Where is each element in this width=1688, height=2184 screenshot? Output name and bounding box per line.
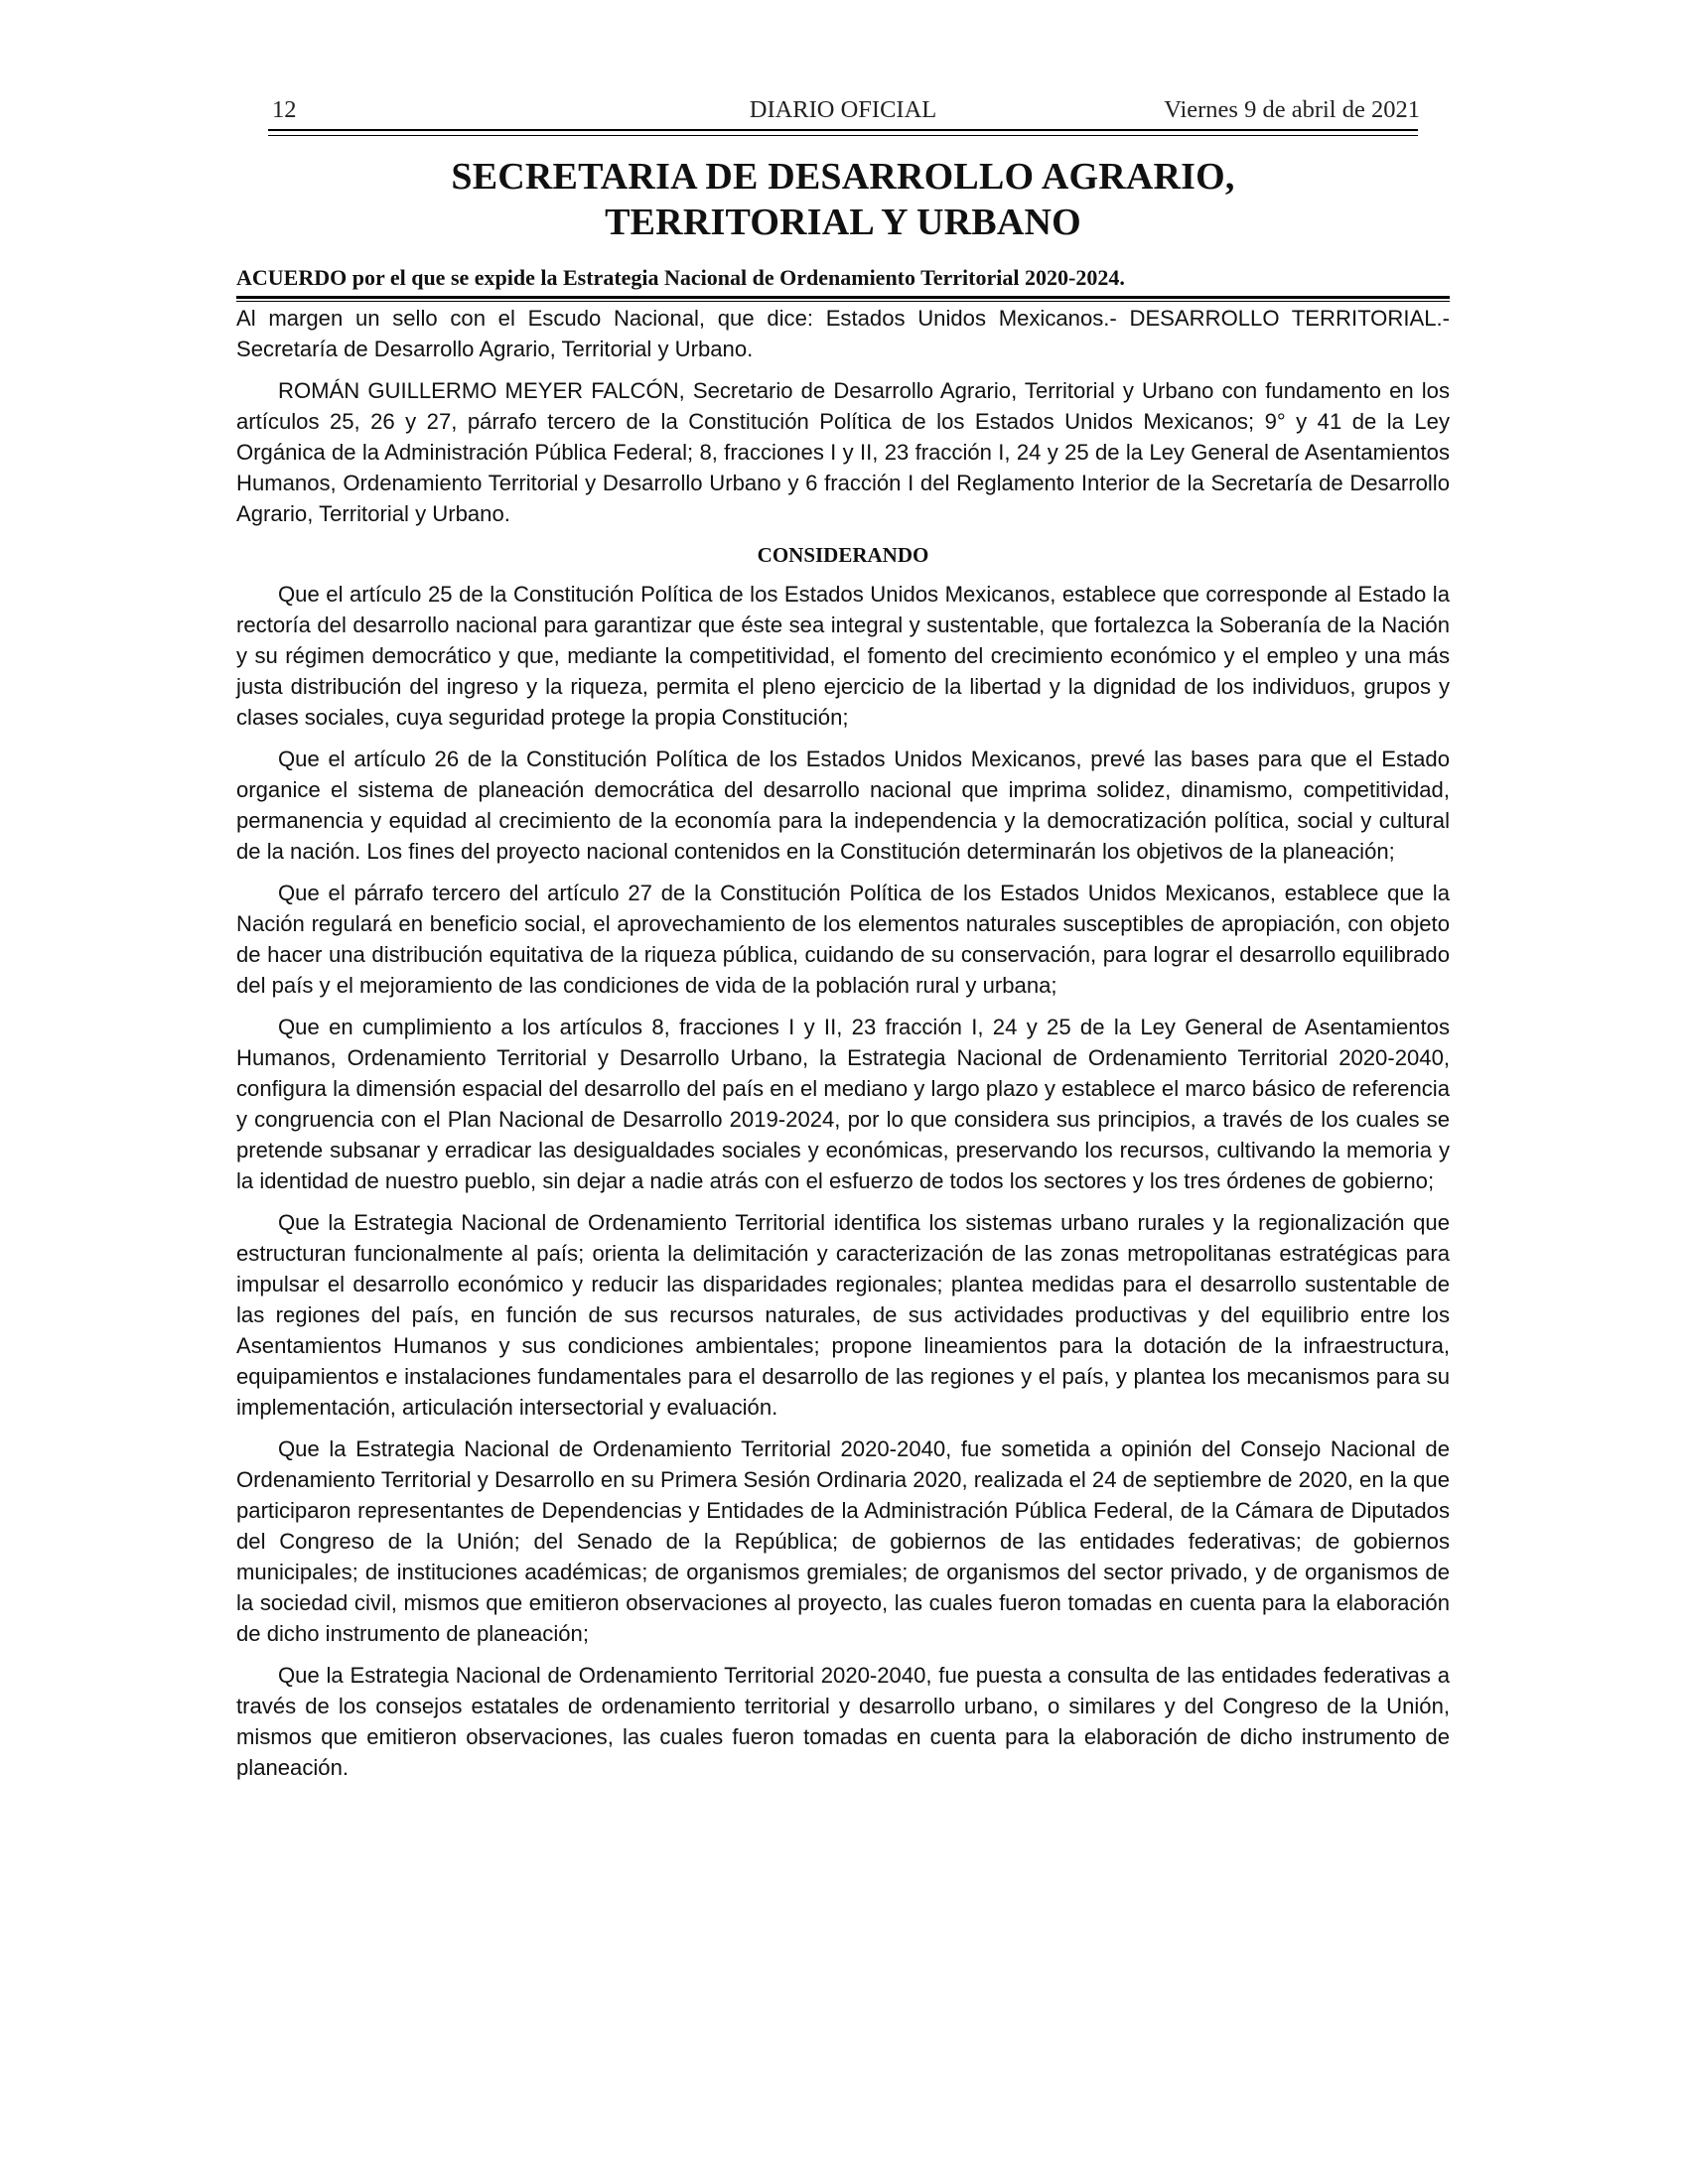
header-rule bbox=[268, 129, 1418, 136]
page-number: 12 bbox=[272, 96, 297, 123]
paragraph: Que la Estrategia Nacional de Ordenamiento Territorial 2020-2040, fue sometida a opinión del Consejo Nacional de Ordenamiento Territorial y Desarrollo en su Primera Sesión Ordinaria 2020, realizada el 24 de septiembre de 2020, en la que participaron representantes de Dependencias y Entidades de la Administración Pública Federal, de la Cámara de Diputados del Congreso de la Unión; del Senado de la República; de gobiernos de las entidades federativas; de gobiernos municipales; de instituciones académicas; de organismos gremiales; de organismos del sector privado, y de organismos de la sociedad civil, mismos que emitieron observaciones al proyecto, las cuales fueron tomadas en cuenta para la elaboración de dicho instrumento de planeación; bbox=[236, 1436, 1450, 1646]
document-page bbox=[236, 95, 1450, 1794]
paragraph: Que el párrafo tercero del artículo 27 de la Constitución Política de los Estados Unidos Mexicanos, establece que la Nación regulará en beneficio social, el aprovechamiento de los elementos naturales susceptibles de apropiación, con objeto de hacer una distribución equitativa de la riqueza pública, cuidando de su conservación, para lograr el desarrollo equilibrado del país y el mejoramiento de las condiciones de vida de la población rural y urbana; bbox=[236, 881, 1450, 998]
acuerdo-title: ACUERDO por el que se expide la Estrategia Nacional de Ordenamiento Territorial 2020-2024. bbox=[236, 265, 1125, 290]
agency-title bbox=[236, 154, 1450, 245]
document-body bbox=[236, 303, 1450, 1783]
paragraph: Que la Estrategia Nacional de Ordenamiento Territorial identifica los sistemas urbano rurales y la regionalización que estructuran funcionalmente al país; orienta la delimitación y caracterización de las zonas metropolitanas estratégicas para impulsar el desarrollo económico y reducir las disparidades regionales; plantea medidas para el desarrollo sustentable de las regiones del país, en función de sus recursos naturales, de sus actividades productivas y del equilibrio entre los Asentamientos Humanos y sus condiciones ambientales; propone lineamientos para la dotación de la infraestructura, equipamientos e instalaciones fundamentales para el desarrollo de las regiones y el país, y plantea los mecanismos para su implementación, articulación intersectorial y evaluación. bbox=[236, 1210, 1450, 1420]
seal-note: Al margen un sello con el Escudo Nacional, que dice: Estados Unidos Mexicanos.- DESARROLLO TERRITORIAL.- Secretaría de Desarrollo Agrario, Territorial y Urbano. bbox=[236, 306, 1450, 361]
agency-title-line-1: SECRETARIA DE DESARROLLO AGRARIO, bbox=[451, 156, 1235, 198]
agency-title-line-2: TERRITORIAL Y URBANO bbox=[605, 202, 1081, 243]
page-header bbox=[236, 95, 1450, 131]
acuerdo-rule bbox=[236, 296, 1450, 302]
paragraph: Que la Estrategia Nacional de Ordenamiento Territorial 2020-2040, fue puesta a consulta de las entidades federativas a través de los consejos estatales de ordenamiento territorial y desarrollo urbano, o similares y del Congreso de la Unión, mismos que emitieron observaciones, las cuales fueron tomadas en cuenta para la elaboración de dicho instrumento de planeación. bbox=[236, 1663, 1450, 1780]
paragraph: Que el artículo 25 de la Constitución Política de los Estados Unidos Mexicanos, establece que corresponde al Estado la rectoría del desarrollo nacional para garantizar que éste sea integral y sustentable, que fortalezca la Soberanía de la Nación y su régimen democrático y que, mediante la competitividad, el fomento del crecimiento económico y el empleo y una más justa distribución del ingreso y la riqueza, permita el pleno ejercicio de la libertad y la dignidad de los individuos, grupos y clases sociales, cuya seguridad protege la propia Constitución; bbox=[236, 582, 1450, 730]
paragraph: Que en cumplimiento a los artículos 8, fracciones I y II, 23 fracción I, 24 y 25 de la Ley General de Asentamientos Humanos, Ordenamiento Territorial y Desarrollo Urbano, la Estrategia Nacional de Ordenamiento Territorial 2020-2040, configura la dimensión espacial del desarrollo del país en el mediano y largo plazo y establece el marco básico de referencia y congruencia con el Plan Nacional de Desarrollo 2019-2024, por lo que considera sus principios, a través de los cuales se pretende subsanar y erradicar las desigualdades sociales y económicas, preservando los recursos, cultivando la memoria y la identidad de nuestro pueblo, sin dejar a nadie atrás con el esfuerzo de todos los sectores y los tres órdenes de gobierno; bbox=[236, 1015, 1450, 1193]
publication-date: Viernes 9 de abril de 2021 bbox=[1164, 96, 1420, 123]
paragraph: Que el artículo 26 de la Constitución Política de los Estados Unidos Mexicanos, prevé las bases para que el Estado organice el sistema de planeación democrática del desarrollo nacional que imprima solidez, dinamismo, competitividad, permanencia y equidad al crecimiento de la economía para la independencia y la democratización política, social y cultural de la nación. Los fines del proyecto nacional contenidos en la Constitución determinarán los objetivos de la planeación; bbox=[236, 747, 1450, 864]
publication-name: DIARIO OFICIAL bbox=[749, 96, 937, 123]
preamble: ROMÁN GUILLERMO MEYER FALCÓN, Secretario de Desarrollo Agrario, Territorial y Urbano con fundamento en los artículos 25, 26 y 27, párrafo tercero de la Constitución Política de los Estados Unidos Mexicanos; 9° y 41 de la Ley Orgánica de la Administración Pública Federal; 8, fracciones I y II, 23 fracción I, 24 y 25 de la Ley General de Asentamientos Humanos, Ordenamiento Territorial y Desarrollo Urbano y 6 fracción I del Reglamento Interior de la Secretaría de Desarrollo Agrario, Territorial y Urbano. bbox=[236, 378, 1450, 526]
considerando-heading: CONSIDERANDO bbox=[757, 543, 929, 567]
